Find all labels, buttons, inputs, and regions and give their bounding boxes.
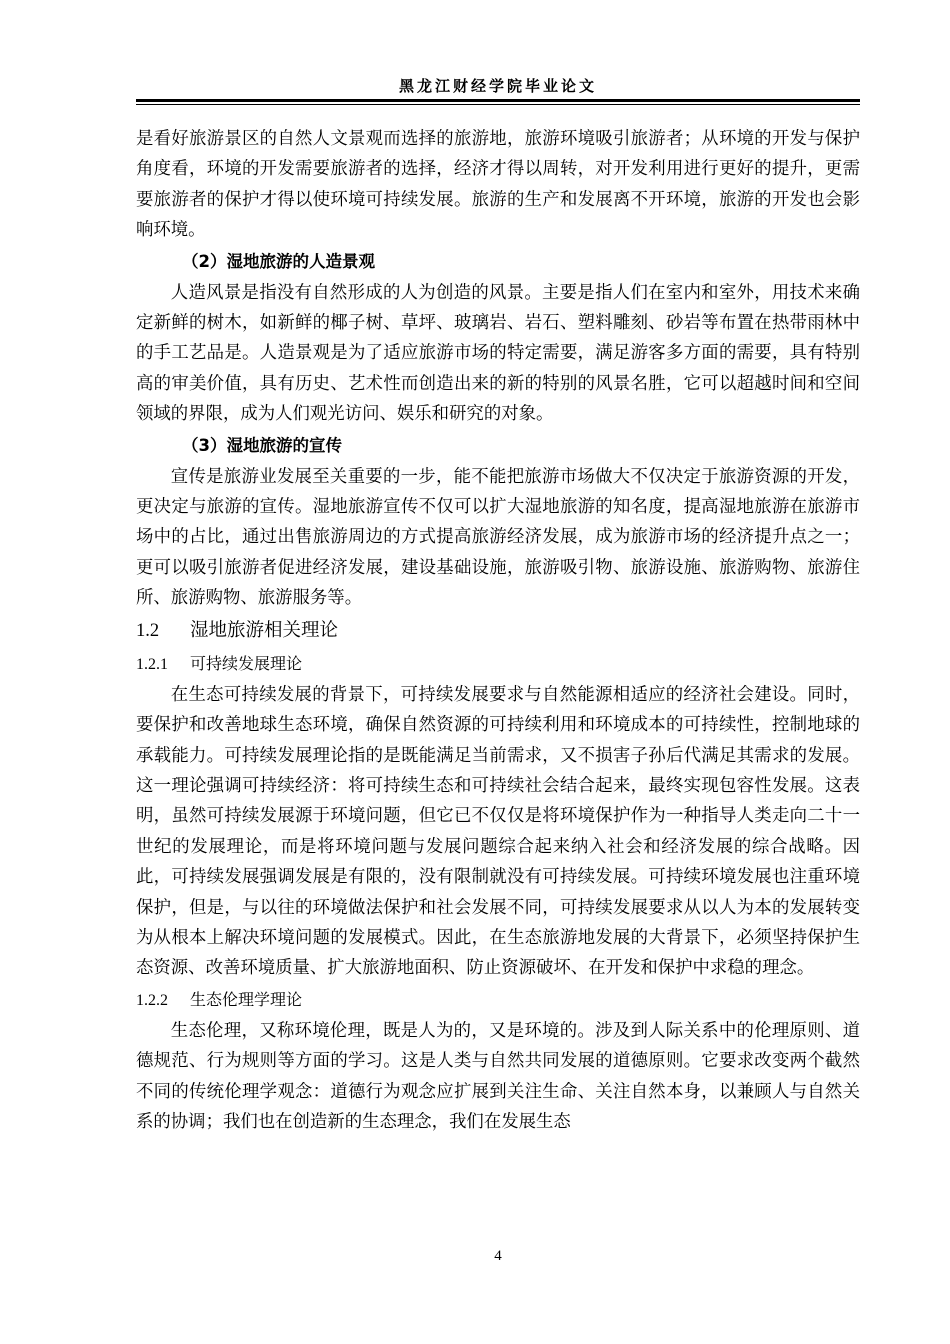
paragraph: 人造风景是指没有自然形成的人为创造的风景。主要是指人们在室内和室外，用技术来确定新鲜的树木，如新鲜的椰子树、草坪、玻璃岩、岩石、塑料雕刻、砂岩等布置在热带雨林中的手工艺品是。人造景观是为了适应旅游市场的特定需要，满足游客多方面的需要，具有特别高的审美价值，具有历史、艺术性而创造出来的新的特别的风景名胜，它可以超越时间和空间领域的界限，成为人们观光访问、娱乐和研究的对象。 (136, 282, 860, 425)
section-heading-1-2 (136, 614, 860, 648)
section-number: 1.2 (136, 620, 160, 641)
header-rule-thick (136, 99, 860, 102)
subsection-title: 可持续发展理论 (190, 653, 303, 673)
subheading-promotion: （3）湿地旅游的宣传 (182, 435, 342, 455)
subheading-artificial-landscape: （2）湿地旅游的人造景观 (182, 251, 375, 271)
subsection-number: 1.2.2 (136, 991, 168, 1009)
paragraph: 是看好旅游景区的自然人文景观而选择的旅游地，旅游环境吸引旅游者；从环境的开发与保护角度看，环境的开发需要旅游者的选择，经济才得以周转，对开发利用进行更好的提升，更需要旅游者的保护才得以使环境可持续发展。旅游的生产和发展离不开环境，旅游的开发也会影响环境。 (136, 129, 860, 241)
body-text (136, 124, 860, 1137)
section-title: 湿地旅游相关理论 (190, 619, 339, 641)
page-header-title: 黑龙江财经学院毕业论文 (398, 77, 597, 95)
subsection-title: 生态伦理学理论 (190, 989, 303, 1009)
subsection-number: 1.2.1 (136, 655, 168, 673)
page-number: 4 (494, 1248, 502, 1264)
header-rule-thin (136, 104, 860, 105)
paragraph: 宣传是旅游业发展至关重要的一步，能不能把旅游市场做大不仅决定于旅游资源的开发，更决定与旅游的宣传。湿地旅游宣传不仅可以扩大湿地旅游的知名度，提高湿地旅游在旅游市场中的占比，通过出售旅游周边的方式提高旅游经济发展，成为旅游市场的经济提升点之一；更可以吸引旅游者促进经济发展，建设基础设施，旅游吸引物、旅游设施、旅游购物、旅游住所、旅游购物、旅游服务等。 (136, 466, 860, 609)
subsection-heading-1-2-1 (136, 648, 860, 680)
subsection-heading-1-2-2 (136, 984, 860, 1016)
paragraph: 生态伦理，又称环境伦理，既是人为的，又是环境的。涉及到人际关系中的伦理原则、道德规范、行为规则等方面的学习。这是人类与自然共同发展的道德原则。它要求改变两个截然不同的传统伦理学观念：道德行为观念应扩展到关注生命、关注自然本身，以兼顾人与自然关系的协调；我们也在创造新的生态理念，我们在发展生态 (136, 1020, 860, 1132)
paragraph: 在生态可持续发展的背景下，可持续发展要求与自然能源相适应的经济社会建设。同时，要保护和改善地球生态环境，确保自然资源的可持续利用和环境成本的可持续性，控制地球的承载能力。可持续发展理论指的是既能满足当前需求，又不损害子孙后代满足其需求的发展。这一理论强调可持续经济：将可持续生态和可持续社会结合起来，最终实现包容性发展。这表明，虽然可持续发展源于环境问题，但它已不仅仅是将环境保护作为一种指导人类走向二十一世纪的发展理论，而是将环境问题与发展问题综合起来纳入社会和经济发展的综合战略。因此，可持续发展强调发展是有限的，没有限制就没有可持续发展。可持续环境发展也注重环境保护，但是，与以往的环境做法保护和社会发展不同，可持续发展要求从以人为本的发展转变为从根本上解决环境问题的发展模式。因此，在生态旅游地发展的大背景下，必须坚持保护生态资源、改善环境质量、扩大旅游地面积、防止资源破坏、在开发和保护中求稳的理念。 (136, 684, 860, 979)
